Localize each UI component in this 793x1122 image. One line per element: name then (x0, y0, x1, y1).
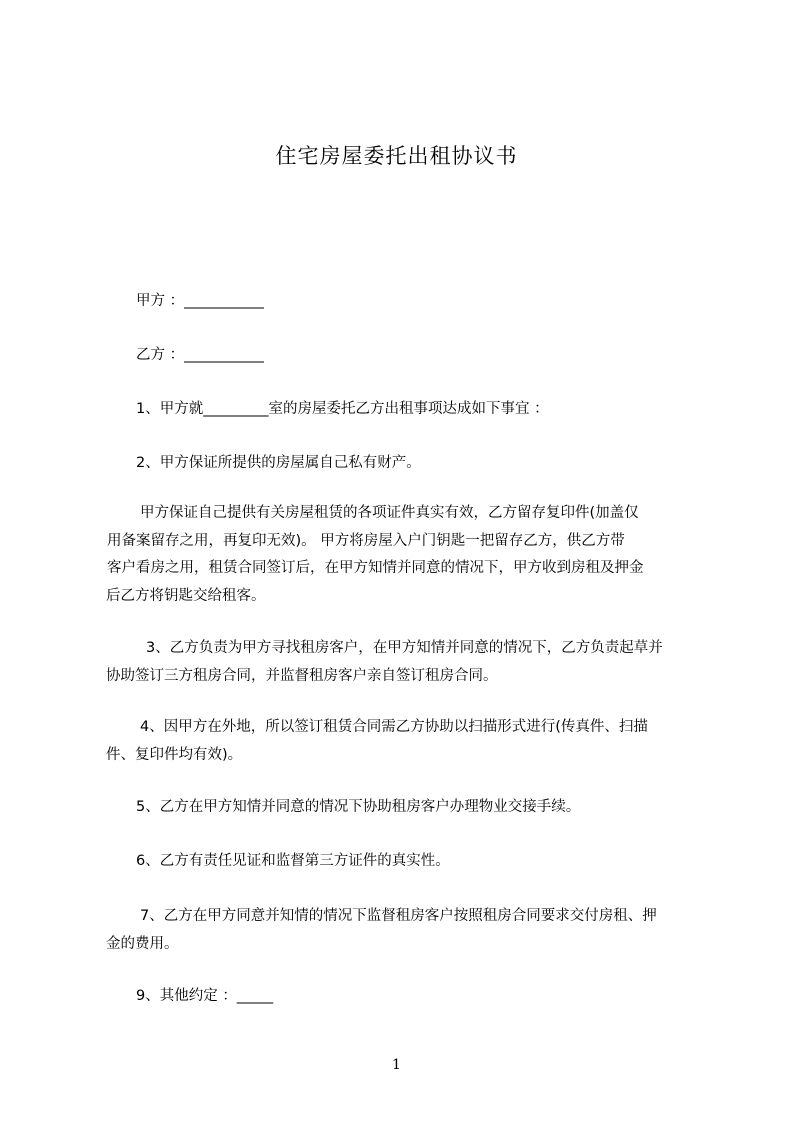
clause-2-detail-line-1: 甲方保证自己提供有关房屋租赁的各项证件真实有效，乙方留存复印件(加盖仅 (140, 505, 639, 521)
clause-3 (106, 635, 663, 690)
clause-2: 2、甲方保证所提供的房屋属自己私有财产。 (136, 455, 421, 471)
clause-2-detail-line-4: 后乙方将钥匙交给租客。 (106, 587, 266, 604)
clause-3-line-2: 协助签订三方租房合同，并监督租房客户亲自签订租房合同。 (106, 667, 498, 684)
clause-2-detail-line-2: 用备案留存之用，再复印无效)。 甲方将房屋入户门钥匙一把留存乙方，供乙方带 (107, 532, 625, 549)
document-title: 住宅房屋委托出租协议书 (275, 144, 518, 168)
clause-5: 5、乙方在甲方知情并同意的情况下协助租房客户办理物业交接手续。 (136, 799, 581, 815)
page-number: 1 (392, 1057, 401, 1073)
party-b-line: 乙方 ：___________ (136, 347, 264, 363)
clause-4-line-2: 件、复印件均有效)。 (106, 746, 243, 763)
clause-3-line-1: 3、乙方负责为甲方寻找租房客户，在甲方知情并同意的情况下，乙方负责起草并 (146, 640, 663, 656)
clause-1: 1、甲方就_________室的房屋委托乙方出租事项达成如下事宜 ： (136, 401, 549, 417)
clause-2-detail (106, 500, 644, 610)
clause-9: 9、其他约定 ：_____ (136, 988, 274, 1004)
clause-7-line-1: 7、乙方在甲方同意并知情的情况下监督租房客户按照租房合同要求交付房租、押 (140, 908, 657, 924)
clause-7-line-2: 金的费用。 (106, 935, 179, 952)
clause-4-line-1: 4、因甲方在外地，所以签订租赁合同需乙方协助以扫描形式进行(传真件、扫描 (140, 719, 648, 735)
clause-4 (106, 714, 648, 769)
clause-2-detail-line-3: 客户看房之用，租赁合同签订后，在甲方知情并同意的情况下，甲方收到房租及押金 (107, 560, 644, 576)
party-a-line: 甲方 ：___________ (136, 293, 264, 309)
clause-7 (106, 903, 657, 958)
clause-6: 6、乙方有责任见证和监督第三方证件的真实性。 (136, 853, 450, 869)
